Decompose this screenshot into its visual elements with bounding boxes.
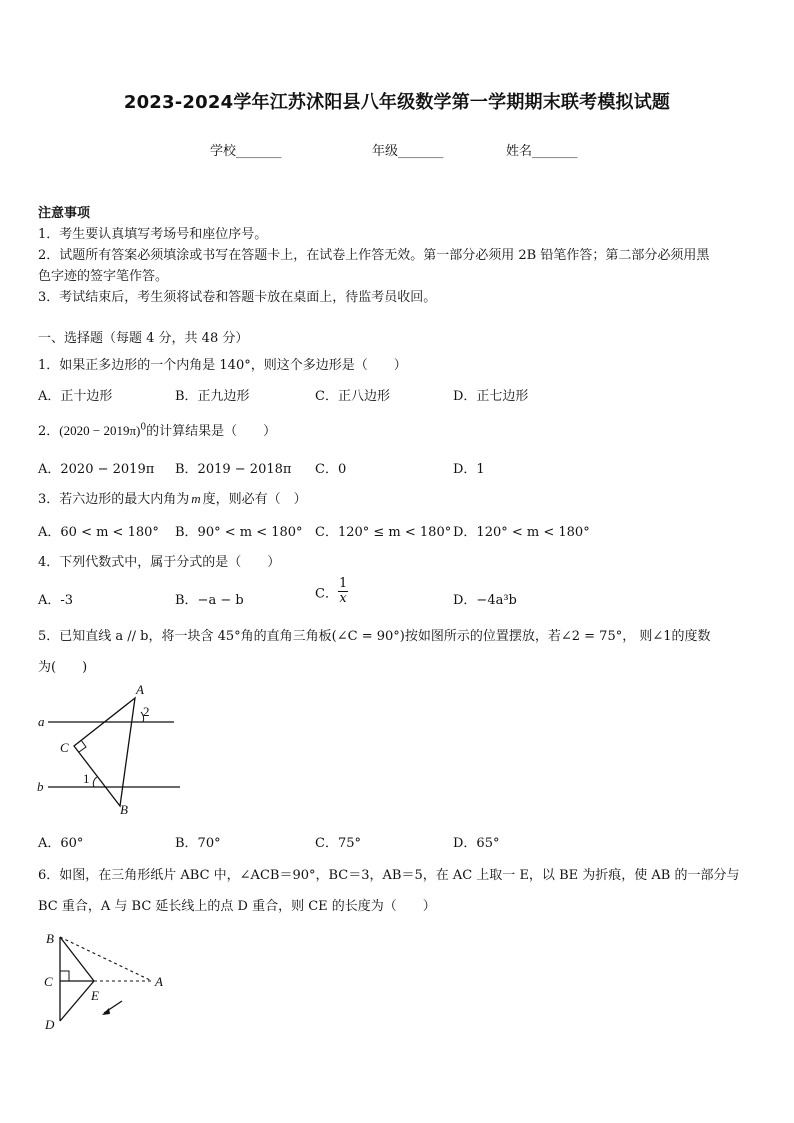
q2-tail: 的计算结果是（ ） bbox=[146, 424, 277, 439]
q3-stem-a: 3．若六边形的最大内角为 bbox=[38, 492, 190, 507]
section-heading: 一、选择题（每题 4 分，共 48 分） bbox=[38, 331, 249, 346]
q6-figure-folded-triangle bbox=[36, 925, 176, 1040]
q1-option-b: B．正九边形 bbox=[175, 389, 250, 404]
question-6-stem-line2: BC 重合，A 与 BC 延长线上的点 D 重合，则 CE 的长度为（ ） bbox=[38, 899, 436, 914]
fraction-numerator: 1 bbox=[338, 576, 348, 591]
q5-figure-parallel-lines-triangle bbox=[30, 680, 200, 820]
segment-ED bbox=[60, 981, 94, 1021]
q4-option-c bbox=[315, 577, 348, 607]
q3-option-d: D．120° < m < 180° bbox=[453, 525, 590, 540]
q3-stem-b: 度，则必有（ ） bbox=[202, 492, 307, 507]
q3-option-b: B．90° < m < 180° bbox=[175, 525, 303, 540]
q1-option-a: A．正十边形 bbox=[38, 389, 113, 404]
q5-option-b: B．70° bbox=[175, 836, 221, 851]
segment-BA-dashed bbox=[60, 937, 152, 981]
notes-heading: 注意事项 bbox=[38, 206, 91, 221]
grade-field: 年级_______ bbox=[372, 144, 444, 159]
fraction-1-over-x bbox=[338, 577, 348, 607]
question-1-stem: 1．如果正多边形的一个内角是 140°，则这个多边形是（ ） bbox=[38, 358, 407, 373]
label-C: C bbox=[44, 974, 53, 989]
right-angle-marker bbox=[60, 971, 69, 981]
label-B: B bbox=[46, 931, 54, 946]
q4-option-a: A．-3 bbox=[38, 593, 74, 608]
segment-BE bbox=[60, 937, 94, 981]
label-C: C bbox=[60, 740, 69, 755]
note-item: 色字迹的签字笔作答。 bbox=[38, 269, 169, 284]
page-title: 2023-2024学年江苏沭阳县八年级数学第一学期期末联考模拟试题 bbox=[123, 92, 671, 113]
question-2-stem bbox=[38, 420, 276, 439]
label-E: E bbox=[91, 988, 99, 1003]
note-item: 2．试题所有答案必须填涂或书写在答题卡上，在试卷上作答无效。第一部分必须用 2B 铅笔作答；第二部分必须用黑 bbox=[38, 248, 710, 263]
q5-option-a: A．60° bbox=[38, 836, 84, 851]
q5-option-d: D．65° bbox=[453, 836, 500, 851]
q1-option-c: C．正八边形 bbox=[315, 389, 390, 404]
q1-option-d: D．正七边形 bbox=[453, 389, 529, 404]
q2-option-c: C．0 bbox=[315, 462, 347, 477]
label-angle-2: 2 bbox=[143, 704, 150, 719]
label-a: a bbox=[38, 714, 45, 729]
question-4-stem: 4．下列代数式中，属于分式的是（ ） bbox=[38, 555, 281, 570]
note-item: 3．考试结束后，考生须将试卷和答题卡放在桌面上，待监考员收回。 bbox=[38, 290, 437, 305]
q2-number: 2． bbox=[38, 424, 60, 439]
q3-option-c: C．120° ≤ m < 180° bbox=[315, 525, 452, 540]
question-3-stem bbox=[38, 488, 307, 507]
q5-option-c: C．75° bbox=[315, 836, 361, 851]
question-5-stem-line2: 为( ) bbox=[38, 660, 88, 675]
right-triangle bbox=[74, 698, 135, 806]
q3-option-a: A．60 < m < 180° bbox=[38, 525, 159, 540]
q3-var-m: m bbox=[191, 491, 201, 506]
q4-option-c-label: C． bbox=[315, 586, 338, 602]
angle-1-arc bbox=[93, 777, 97, 787]
q2-exponent: 0 bbox=[140, 422, 147, 433]
label-A: A bbox=[155, 974, 163, 989]
label-b: b bbox=[37, 779, 44, 794]
fraction-denominator: x bbox=[339, 591, 347, 607]
arrow-head-icon bbox=[102, 1008, 110, 1015]
note-item: 1．考生要认真填写考场号和座位序号。 bbox=[38, 227, 268, 242]
label-A: A bbox=[136, 682, 144, 697]
question-6-stem-line1: 6．如图，在三角形纸片 ABC 中，∠ACB＝90°，BC＝3，AB＝5，在 AC 上取一 E，以 BE 为折痕，使 AB 的一部分与 bbox=[38, 868, 740, 883]
school-field: 学校_______ bbox=[210, 144, 282, 159]
q2-option-d: D．1 bbox=[453, 462, 485, 477]
question-5-stem-line1: 5．已知直线 a // b，将一块含 45°角的直角三角板(∠C = 90°)按如图所示的位置摆放，若∠2 = 75°， 则∠1的度数 bbox=[38, 629, 711, 644]
q2-option-a: A．2020 − 2019π bbox=[38, 462, 155, 477]
name-field: 姓名_______ bbox=[506, 144, 578, 159]
q4-option-d: D．−4a³b bbox=[453, 593, 517, 608]
label-D: D bbox=[45, 1017, 55, 1032]
q2-option-b: B．2019 − 2018π bbox=[175, 462, 292, 477]
q2-expression: (2020 − 2019π) bbox=[59, 423, 141, 438]
label-B: B bbox=[120, 802, 128, 817]
label-angle-1: 1 bbox=[83, 771, 90, 786]
q4-option-b: B．−a − b bbox=[175, 593, 244, 608]
